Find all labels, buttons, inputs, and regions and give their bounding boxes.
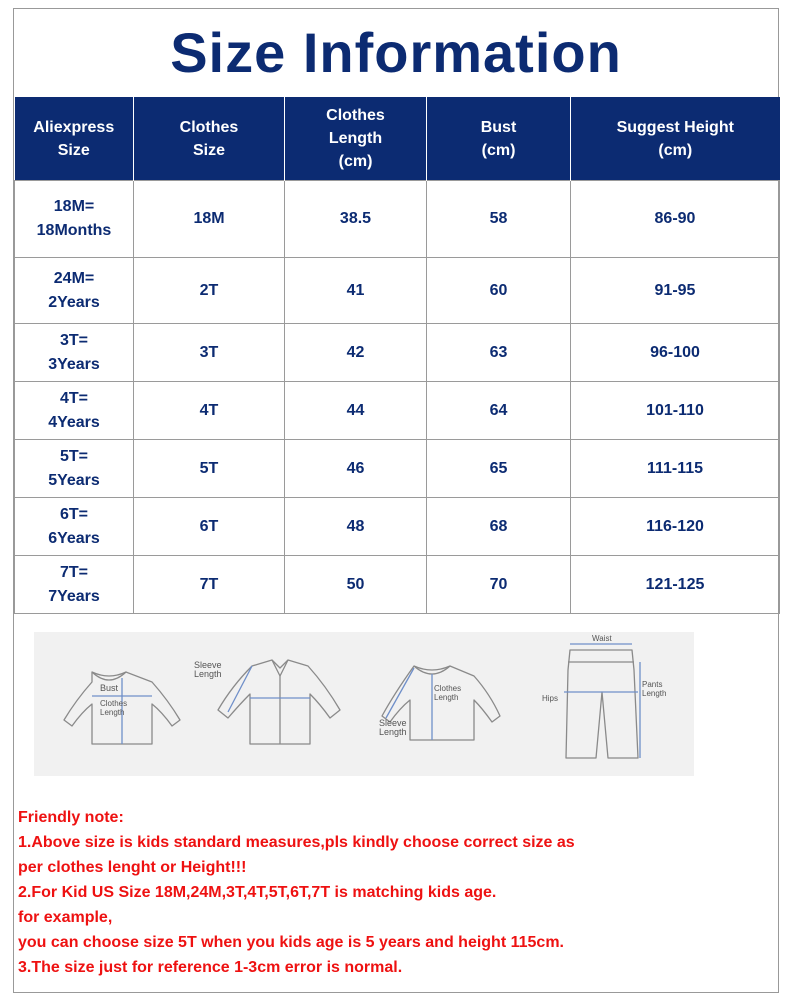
note-line: 3.The size just for reference 1-3cm error is normal. bbox=[18, 959, 403, 976]
cell-suggest-height: 101-110 bbox=[571, 382, 780, 440]
cell-aliexpress-size: 18M= 18Months bbox=[15, 181, 134, 258]
pants-length-label: Pants Length bbox=[642, 680, 667, 698]
size-table bbox=[14, 97, 780, 614]
cell-bust: 63 bbox=[427, 324, 571, 382]
note-line: per clothes lenght or Height!!! bbox=[18, 859, 247, 876]
cell-clothes-length: 38.5 bbox=[285, 181, 427, 258]
sleeve-length-label: Sleeve Length bbox=[379, 718, 407, 737]
cell-bust: 68 bbox=[427, 498, 571, 556]
clothes-length-label: Clothes Length bbox=[100, 699, 128, 717]
friendly-note bbox=[18, 805, 778, 980]
cell-clothes-size: 5T bbox=[134, 440, 285, 498]
cell-clothes-length: 42 bbox=[285, 324, 427, 382]
bust-label: Bust bbox=[100, 683, 119, 693]
cell-clothes-size: 7T bbox=[134, 556, 285, 614]
note-line: 1.Above size is kids standard measures,pls kindly choose correct size as bbox=[18, 834, 575, 851]
table-row bbox=[15, 498, 780, 556]
sleeve-length-label: Sleeve Length bbox=[194, 660, 222, 679]
table-row bbox=[15, 258, 780, 324]
cell-clothes-size: 18M bbox=[134, 181, 285, 258]
cell-aliexpress-size: 5T= 5Years bbox=[15, 440, 134, 498]
cell-clothes-length: 46 bbox=[285, 440, 427, 498]
note-line: you can choose size 5T when you kids age is 5 years and height 115cm. bbox=[18, 934, 564, 951]
cell-bust: 70 bbox=[427, 556, 571, 614]
table-header-row bbox=[15, 97, 780, 181]
cell-aliexpress-size: 4T= 4Years bbox=[15, 382, 134, 440]
note-line: 2.For Kid US Size 18M,24M,3T,4T,5T,6T,7T is matching kids age. bbox=[18, 884, 497, 901]
header-clothes-length: Clothes Length (cm) bbox=[285, 97, 427, 181]
page-title: Size Information bbox=[170, 21, 622, 84]
hips-label: Hips bbox=[542, 694, 559, 703]
cell-suggest-height: 111-115 bbox=[571, 440, 780, 498]
cell-suggest-height: 86-90 bbox=[571, 181, 780, 258]
cell-suggest-height: 121-125 bbox=[571, 556, 780, 614]
cell-bust: 65 bbox=[427, 440, 571, 498]
cell-clothes-size: 2T bbox=[134, 258, 285, 324]
table-row bbox=[15, 382, 780, 440]
cell-aliexpress-size: 6T= 6Years bbox=[15, 498, 134, 556]
shirt-icon bbox=[218, 660, 340, 744]
cell-bust: 64 bbox=[427, 382, 571, 440]
cell-clothes-size: 6T bbox=[134, 498, 285, 556]
cell-clothes-size: 4T bbox=[134, 382, 285, 440]
header-suggest-height: Suggest Height (cm) bbox=[571, 97, 780, 181]
clothes-length-label: Clothes Length bbox=[434, 684, 462, 702]
header-aliexpress-size: Aliexpress Size bbox=[15, 97, 134, 181]
cell-bust: 58 bbox=[427, 181, 571, 258]
measurement-diagram bbox=[34, 632, 694, 776]
cell-aliexpress-size: 3T= 3Years bbox=[15, 324, 134, 382]
cell-clothes-length: 41 bbox=[285, 258, 427, 324]
note-heading: Friendly note: bbox=[18, 809, 124, 826]
cell-suggest-height: 91-95 bbox=[571, 258, 780, 324]
cell-suggest-height: 116-120 bbox=[571, 498, 780, 556]
cell-clothes-length: 50 bbox=[285, 556, 427, 614]
cell-aliexpress-size: 24M= 2Years bbox=[15, 258, 134, 324]
cell-clothes-size: 3T bbox=[134, 324, 285, 382]
waist-label: Waist bbox=[592, 634, 612, 643]
measurement-diagram-art bbox=[34, 632, 694, 776]
cell-bust: 60 bbox=[427, 258, 571, 324]
note-line: for example, bbox=[18, 909, 113, 926]
table-row bbox=[15, 556, 780, 614]
table-row bbox=[15, 324, 780, 382]
cell-clothes-length: 48 bbox=[285, 498, 427, 556]
table-row bbox=[15, 440, 780, 498]
header-bust: Bust (cm) bbox=[427, 97, 571, 181]
pants-icon bbox=[564, 644, 640, 758]
cell-clothes-length: 44 bbox=[285, 382, 427, 440]
header-clothes-size: Clothes Size bbox=[134, 97, 285, 181]
cell-suggest-height: 96-100 bbox=[571, 324, 780, 382]
cell-aliexpress-size: 7T= 7Years bbox=[15, 556, 134, 614]
table-row bbox=[15, 181, 780, 258]
